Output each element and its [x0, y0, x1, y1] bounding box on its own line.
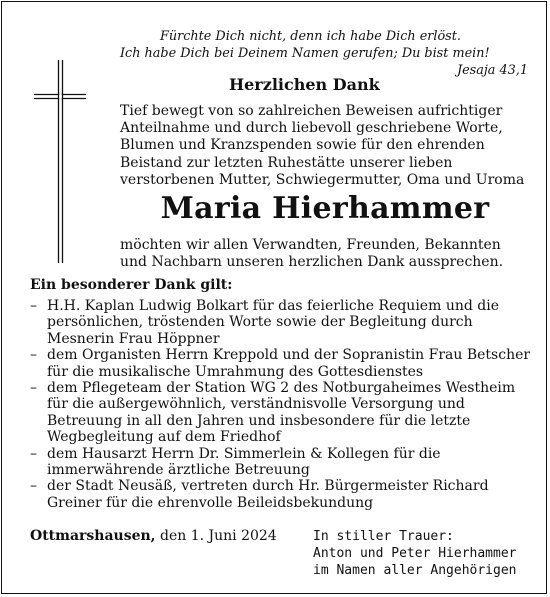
dash-bullet: – [30, 478, 37, 495]
list-item [30, 478, 530, 511]
verse-line-2: Ich habe Dich bei Deinem Namen gerufen; Du bist mein! [120, 46, 490, 61]
list-item-line: dem Pflegeteam der Station WG 2 des Notburgaheimes Westheim [47, 380, 516, 397]
list-item-line: Betreuung in all den Jahren und insbesondere für die letzte [47, 412, 471, 429]
thanks-text [120, 237, 540, 271]
list-item-line: persönlichen, tröstenden Worte sowie der Begleitung durch [47, 314, 473, 331]
mourners-signature [313, 528, 517, 579]
verse-reference: Jesaja 43,1 [456, 63, 528, 78]
intro-line: Blumen und Kranzspenden sowie für den ehrenden [120, 137, 485, 154]
intro-line: Anteilnahme und durch liebevoll geschriebene Worte, [120, 120, 503, 137]
intro-line: Tief bewegt von so zahlreichen Beweisen aufrichtiger [120, 103, 503, 119]
page-title: Herzlichen Dank [229, 75, 380, 94]
dash-bullet: – [30, 445, 37, 462]
list-item-line: dem Organisten Herrn Kreppold und der Sopranistin Frau Betscher [47, 347, 531, 364]
list-item-line: dem Hausarzt Herrn Dr. Simmerlein & Kollegen für die [47, 445, 441, 462]
intro-line: verstorbenen Mutter, Schwiegermutter, Oma und Uroma [120, 171, 525, 188]
special-thanks-heading: Ein besonderer Dank gilt: [30, 277, 233, 293]
bible-verse [120, 28, 530, 78]
dash-bullet: – [30, 380, 37, 397]
list-item-line: für die außergewöhnlich, verständnisvolle Versorgung und [47, 396, 465, 413]
intro-line: Beistand zur letzten Ruhestätte unserer lieben [120, 154, 453, 171]
thanks-line: möchten wir allen Verwandten, Freunden, Bekannten [120, 237, 501, 253]
place-date [30, 528, 277, 544]
list-item [30, 347, 530, 380]
mourning-heading: In stiller Trauer: [313, 529, 454, 544]
list-item-line: Greiner für die ehrenvolle Beileidsbekundung [47, 494, 374, 511]
verse-line-1: Fürchte Dich nicht, denn ich habe Dich erlöst. [160, 29, 461, 44]
mourner-names: Anton und Peter Hierhammer [313, 546, 517, 561]
list-item-line: für die musikalische Umrahmung des Gottesdienstes [47, 363, 424, 380]
list-item-line: H.H. Kaplan Ludwig Bolkart für das feierliche Requiem und die [47, 298, 499, 314]
list-item-line: Wegbegleitung auf dem Friedhof [47, 429, 281, 446]
dash-bullet: – [30, 298, 37, 314]
place-name: Ottmarshausen, [30, 528, 156, 544]
list-item-line: der Stadt Neusäß, vertreten durch Hr. Bürgermeister Richard [47, 478, 489, 495]
list-item [30, 380, 530, 446]
deceased-name: Maria Hierhammer [160, 191, 490, 226]
cross-icon [34, 60, 86, 263]
intro-text [120, 103, 530, 189]
special-thanks-list [30, 298, 530, 511]
list-item [30, 446, 530, 479]
thanks-line: und Nachbarn unseren herzlichen Dank aussprechen. [120, 254, 504, 271]
list-item-line: Mesnerin Frau Höppner [47, 330, 220, 347]
date-text: den 1. Juni 2024 [155, 528, 277, 544]
dash-bullet: – [30, 347, 37, 364]
list-item [30, 298, 530, 347]
list-item-line: immerwährende ärztliche Betreuung [47, 462, 310, 479]
mourning-note: im Namen aller Angehörigen [313, 563, 517, 578]
